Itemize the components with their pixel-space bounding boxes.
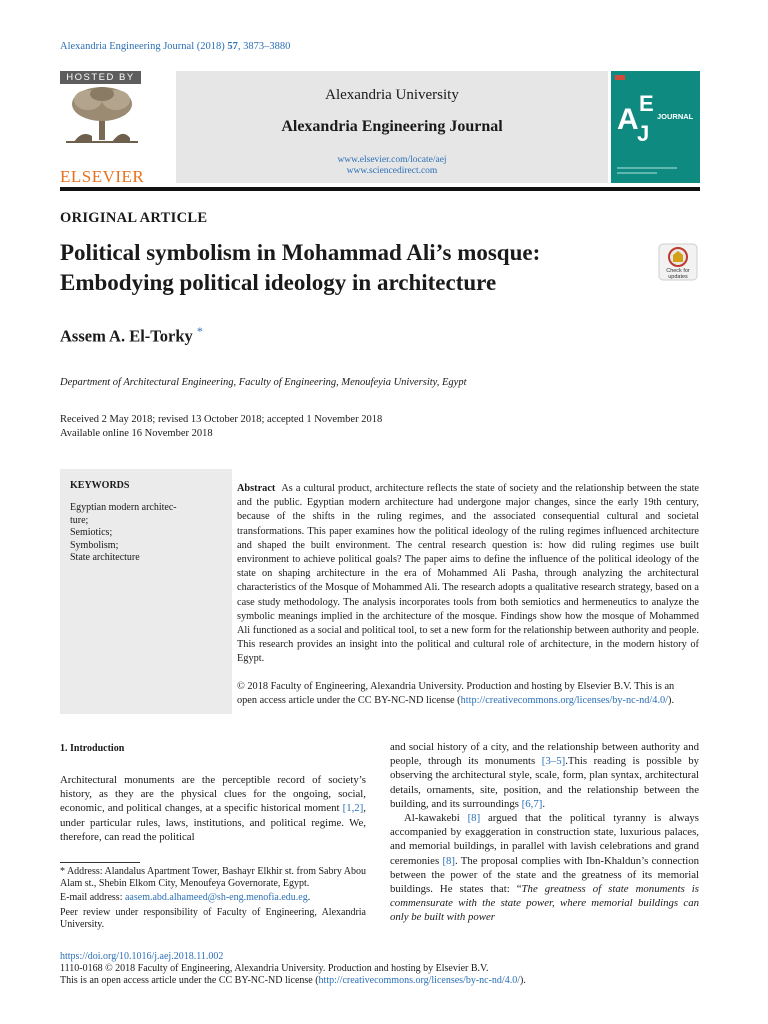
citation-volume: 57 <box>227 41 238 52</box>
author-affiliation: Department of Architectural Engineering, Faculty of Engineering, Menoufeyia University, Egypt <box>60 377 467 388</box>
citation-link[interactable]: [6,7] <box>521 797 543 810</box>
oa-end: ). <box>519 975 526 986</box>
open-access-notice <box>60 975 526 986</box>
journal-cover-art <box>611 71 700 183</box>
intro-text: Architectural monuments are the perceptible record of society’s history, as they are the physical clues for the ongoing, social, economic, and political changes, at a specific historical moment <box>60 774 366 815</box>
footnote-mark: * <box>60 866 65 877</box>
email-end: . <box>307 892 311 904</box>
citation-journal: Alexandria Engineering Journal (2018) <box>60 41 225 52</box>
right-column-text <box>390 740 699 925</box>
keywords-list <box>70 502 210 565</box>
intro-paragraph <box>390 740 699 811</box>
intro-paragraph <box>60 773 366 844</box>
keyword-item: ture; <box>70 514 89 526</box>
svg-text:Check for: Check for <box>666 268 690 274</box>
license-link[interactable]: http://creativecommons.org/licenses/by-nc-nd/4.0/ <box>460 695 669 707</box>
section-heading-introduction: 1. Introduction <box>60 743 125 754</box>
issn-copyright: 1110-0168 © 2018 Faculty of Engineering, Alexandria University. Production and hosting by Elsevier B.V. <box>60 963 489 974</box>
article-type: ORIGINAL ARTICLE <box>60 210 208 226</box>
intro-paragraph <box>390 811 699 925</box>
article-dates <box>60 413 382 441</box>
citation-line <box>60 41 290 52</box>
keyword-item: Symbolism; <box>70 539 119 551</box>
header-title-panel <box>176 71 608 183</box>
author-name-text: Assem A. El-Torky <box>60 326 193 346</box>
footnote-peer-review: Peer review under responsibility of Faculty of Engineering, Alexandria University. <box>60 906 366 930</box>
received-dates: Received 2 May 2018; revised 13 October 2018; accepted 1 November 2018 <box>60 414 383 425</box>
journal-url-link[interactable]: www.elsevier.com/locate/aej <box>337 155 447 165</box>
check-for-updates-button[interactable] <box>658 243 698 281</box>
intro-text: .This reading is possible by observing the architectural style, scale, form, plan syntax, architectural details, ornaments, site, position, and the relationship between the building, and its surroundings <box>390 755 699 810</box>
copyright-text: open access article under the CC BY-NC-ND license ( <box>237 695 461 707</box>
keyword-item: Egyptian modern architec- <box>70 502 177 513</box>
available-online-date: Available online 16 November 2018 <box>60 428 213 439</box>
journal-name: Alexandria Engineering Journal <box>281 118 503 135</box>
citation-link[interactable]: [1,2] <box>342 802 364 815</box>
copyright-line-2 <box>237 694 699 708</box>
header-rule <box>60 187 700 191</box>
copyright-end: ). <box>668 695 675 707</box>
footnote <box>60 866 366 933</box>
author-name <box>60 324 203 347</box>
citation-link[interactable]: [3–5] <box>541 755 566 768</box>
intro-text: . <box>542 797 546 810</box>
sciencedirect-url-link[interactable]: www.sciencedirect.com <box>346 166 438 176</box>
footnote-address <box>60 866 366 890</box>
oa-license-link[interactable]: http://creativecommons.org/licenses/by-nc-nd/4.0/ <box>318 975 520 986</box>
intro-text: and social history of a city, and the relationship between authority and people, through its monuments <box>390 741 699 768</box>
svg-text:A: A <box>617 103 639 136</box>
abstract-copyright <box>237 680 699 708</box>
elsevier-tree-logo <box>62 86 142 144</box>
citation-link[interactable]: [8] <box>467 812 481 825</box>
citation-pages: , 3873–3880 <box>237 41 291 52</box>
article-title-line-1: Political symbolism in Mohammad Ali’s mosque: <box>60 240 541 265</box>
left-column-text <box>60 773 366 844</box>
journal-cover-image <box>611 71 700 183</box>
keywords-heading: KEYWORDS <box>70 480 130 491</box>
copyright-line-1: © 2018 Faculty of Engineering, Alexandria University. Production and hosting by Elsevier B.V. This is an <box>237 681 675 692</box>
journal-header <box>60 71 700 186</box>
intro-text: . The proposal complies with Ibn-Khaldun’s connection between the power of the state and the greatness of its memorial buildings. He states that: “ <box>390 854 699 896</box>
article-title <box>60 238 630 298</box>
abstract-body: As a cultural product, architecture reflects the state of society and the relationship between the state and the public. Egyptian modern architecture had undergone major changes, since the early 19th century, because of the shifts in the ruling regimes, and the associated consequential cultural and societal transformations. This paper examines how the political ideology of the ruling regimes influenced architecture and shaped the built environment. The central research question is: how did ruling regimes use built environment to achieve political goals? The paper aims to define the influence of the political ideology of the state on shaping architecture in the era of Mohammed Ali Pasha, through analyzing the architectural characteristics of the Mosque of Mohammed Ali. The research adopts a qualitative research strategy, based on a case study methodology. The analysis incorporates tools from both semiotics and hermeneutics to analyze the symbolic meanings implied in the architecture of the mosque. Findings show how the mosque of Mohammed Ali functioned as a social and political tool, to set a new form for the relationship between authority and people. This research provides an insight into the political and cultural role of architecture, in the modern history of Egypt. <box>237 483 699 665</box>
svg-text:E: E <box>639 91 654 116</box>
cover-journal-word: JOURNAL <box>657 112 694 121</box>
elsevier-wordmark: ELSEVIER <box>60 167 145 186</box>
author-footnote-link[interactable]: * <box>196 324 203 338</box>
footnote-rule <box>60 862 140 863</box>
doi-link[interactable]: https://doi.org/10.1016/j.aej.2018.11.002 <box>60 951 224 962</box>
keyword-item: State architecture <box>70 552 140 563</box>
intro-text: argued that the political tyranny is always accompanied by exaggeration in construction state, luxurious palaces, and memorial buildings, in parallel with lavish celebrations and grand ceremonies <box>390 812 699 867</box>
intro-text: , under particular rules, laws, institutions, and political regime. We, therefore, can read the political <box>60 802 366 843</box>
abstract-label: Abstract <box>237 483 276 494</box>
email-label: E-mail address: <box>60 892 125 904</box>
abstract-text <box>237 482 699 667</box>
hosted-by-tab: HOSTED BY <box>60 71 141 84</box>
footnote-address-text: Address: Alandalus Apartment Tower, Bashayr Elkhir st. from Sabry Abou Alam st., Shebin Elkom City, Menoufeya Governorate, Egypt. <box>60 866 366 890</box>
svg-text:updates: updates <box>668 274 688 280</box>
oa-text: This is an open access article under the CC BY-NC-ND license ( <box>60 975 319 986</box>
email-link[interactable]: aasem.abd.alhameed@sh-eng.menofia.edu.eg <box>124 892 308 904</box>
citation-link[interactable]: [8] <box>442 854 456 867</box>
intro-text: Al-kawakebi <box>404 812 468 825</box>
keyword-item: Semiotics; <box>70 527 113 538</box>
footnote-email <box>60 892 366 904</box>
university-name: Alexandria University <box>325 87 459 103</box>
check-for-updates-icon <box>658 243 698 281</box>
article-title-line-2: Embodying political ideology in architecture <box>60 270 497 295</box>
svg-text:J: J <box>637 121 650 146</box>
ibn-khaldun-quote: The greatness of state monuments is commensurate with the state power, where memorial buildings can only be built with power <box>390 883 700 924</box>
